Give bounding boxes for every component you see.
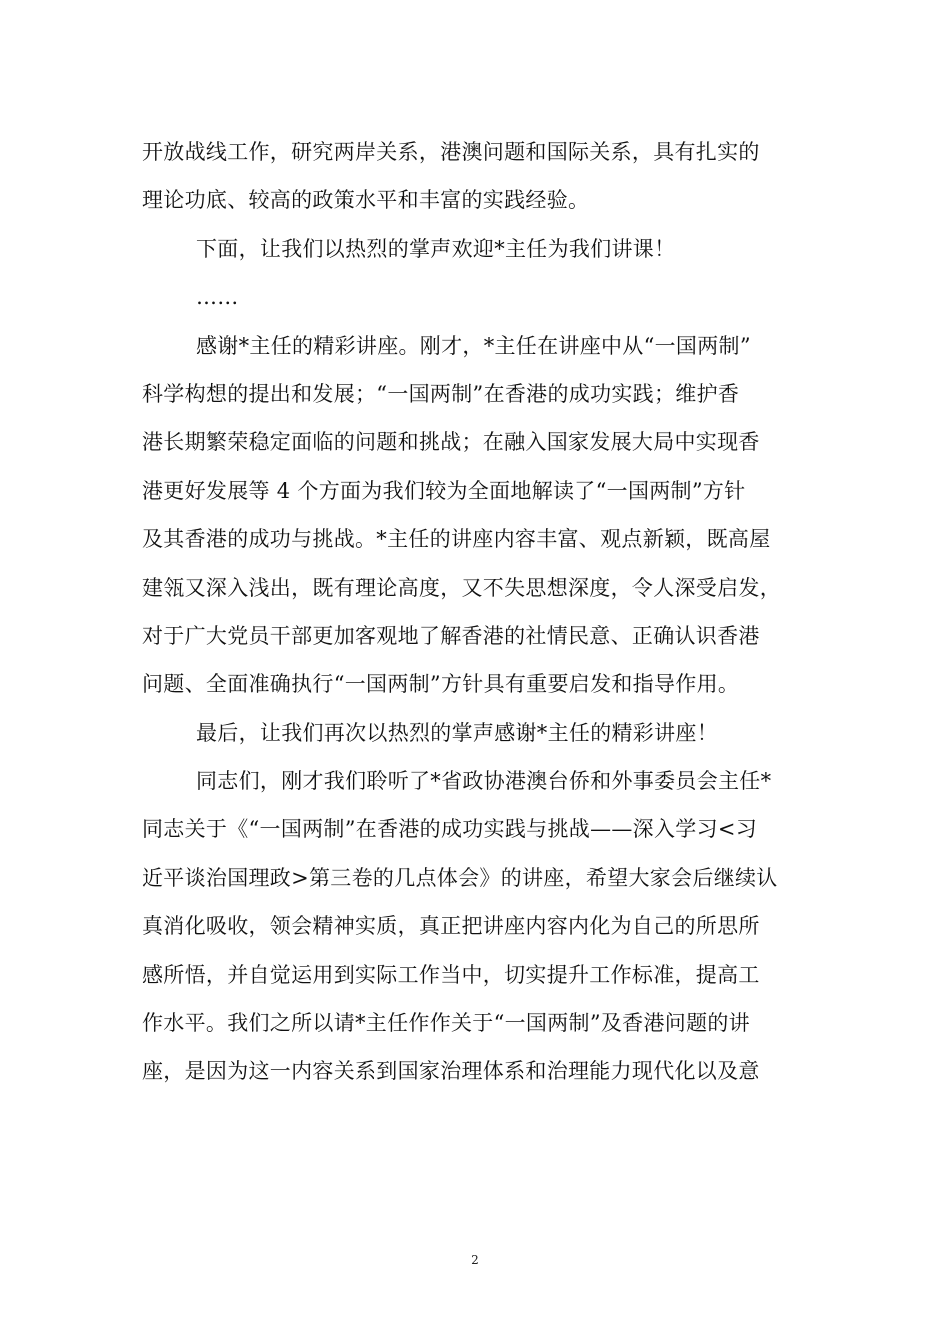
paragraph-2: [142, 225, 810, 273]
text-line: 港长期繁荣稳定面临的问题和挑战；在融入国家发展大局中实现香: [142, 430, 760, 455]
text-line: 港更好发展等 4 个方面为我们较为全面地解读了“一国两制”方针: [142, 478, 746, 503]
document-body: [142, 128, 810, 1096]
text-line: 真消化吸收，领会精神实质，真正把讲座内容内化为自己的所思所: [142, 914, 760, 939]
text-line: 同志关于《“一国两制”在香港的成功实践与挑战——深入学习<习: [142, 817, 758, 842]
text-line: 座，是因为这一内容关系到国家治理体系和治理能力现代化以及意: [142, 1059, 760, 1084]
paragraph-6: [142, 757, 810, 1096]
text-line: 科学构想的提出和发展；“一国两制”在香港的成功实践；维护香: [142, 381, 740, 406]
paragraph-3-ellipsis: [142, 273, 810, 321]
text-line: 作水平。我们之所以请*主任作作关于“一国两制”及香港问题的讲: [142, 1011, 750, 1036]
paragraph-5: [142, 709, 810, 757]
text-line: ……: [196, 285, 239, 310]
text-line: 感所悟，并自觉运用到实际工作当中，切实提升工作标准，提高工: [142, 962, 760, 987]
paragraph-4: [142, 322, 810, 709]
text-line: 感谢*主任的精彩讲座。刚才，*主任在讲座中从“一国两制”: [196, 333, 751, 358]
text-line: 近平谈治国理政>第三卷的几点体会》的讲座，希望大家会后继续认: [142, 865, 778, 890]
text-line: 及其香港的成功与挑战。*主任的讲座内容丰富、观点新颖，既高屋: [142, 527, 771, 552]
text-line: 对于广大党员干部更加客观地了解香港的社情民意、正确认识香港: [142, 623, 760, 648]
text-line: 理论功底、较高的政策水平和丰富的实践经验。: [142, 188, 590, 213]
text-line: 最后，让我们再次以热烈的掌声感谢*主任的精彩讲座！: [196, 720, 718, 745]
text-line: 问题、全面准确执行“一国两制”方针具有重要启发和指导作用。: [142, 672, 740, 697]
text-line: 同志们，刚才我们聆听了*省政协港澳台侨和外事委员会主任*: [196, 769, 772, 794]
text-line: 下面，让我们以热烈的掌声欢迎*主任为我们讲课！: [196, 236, 676, 261]
text-line: 开放战线工作，研究两岸关系，港澳问题和国际关系，具有扎实的: [142, 140, 760, 164]
text-line: 建瓴又深入浅出，既有理论高度，又不失思想深度，令人深受启发，: [142, 575, 781, 600]
paragraph-1: [142, 128, 810, 225]
page-number: 2: [471, 1253, 479, 1267]
